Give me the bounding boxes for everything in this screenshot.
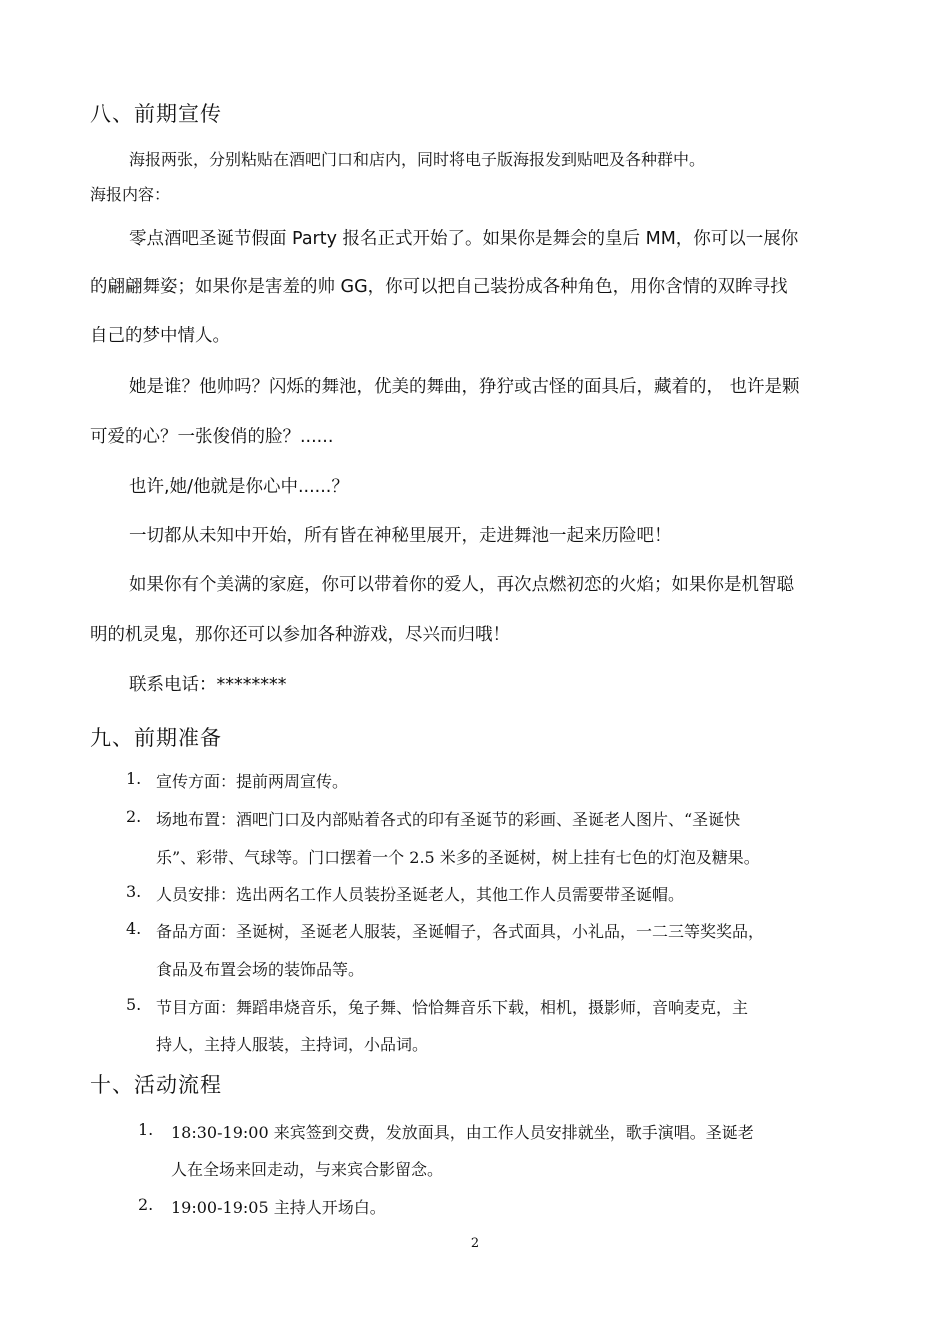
poster-label: 海报内容： xyxy=(90,185,171,204)
poster-line: 一切都从未知中开始，所有皆在神秘里展开，走进舞池一起来历险吧！ xyxy=(129,526,672,546)
poster-line: 的翩翩舞姿；如果你是害羞的帅 GG，你可以把自己装扮成各种角色，用你含情的双眸寻找 xyxy=(90,277,788,297)
poster-line: 零点酒吧圣诞节假面 Party 报名正式开始了。如果你是舞会的皇后 MM，你可以一展你 xyxy=(129,229,799,249)
list-item-text: 备品方面：圣诞树，圣诞老人服装，圣诞帽子，各式面具，小礼品，一二三等奖奖品， xyxy=(156,922,765,941)
paragraph-intro: 海报两张，分别粘贴在酒吧门口和店内，同时将电子版海报发到贴吧及各种群中。 xyxy=(129,150,706,169)
list-item-text: 人在全场来回走动，与来宾合影留念。 xyxy=(171,1160,444,1179)
list-item-text: 食品及布置会场的装饰品等。 xyxy=(156,960,365,979)
list-item-text: 19:00-19:05 主持人开场白。 xyxy=(171,1198,386,1217)
list-item-text: 人员安排：选出两名工作人员装扮圣诞老人，其他工作人员需要带圣诞帽。 xyxy=(156,885,685,904)
list-item-number: 5. xyxy=(126,995,142,1014)
section-heading-9: 九、前期准备 xyxy=(90,726,222,750)
poster-line: 自己的梦中情人。 xyxy=(90,326,230,346)
contact-phone: 联系电话：******** xyxy=(129,675,287,695)
poster-line: 可爱的心？一张俊俏的脸？...... xyxy=(90,427,334,447)
list-item-text: 18:30-19:00 来宾签到交费，发放面具，由工作人员安排就坐，歌手演唱。圣诞老 xyxy=(171,1123,754,1142)
list-item-text: 宣传方面：提前两周宣传。 xyxy=(156,772,349,791)
list-item-number: 4. xyxy=(126,919,142,938)
list-item-text: 持人，主持人服装，主持词，小品词。 xyxy=(156,1035,429,1054)
list-item-number: 2. xyxy=(126,807,142,826)
list-item-number: 1. xyxy=(138,1120,154,1139)
list-item-text: 场地布置：酒吧门口及内部贴着各式的印有圣诞节的彩画、圣诞老人图片、“圣诞快 xyxy=(156,810,741,829)
poster-line: 也许,她/他就是你心中......？ xyxy=(129,477,349,497)
list-item-number: 3. xyxy=(126,882,142,901)
poster-line: 她是谁？他帅吗？闪烁的舞池，优美的舞曲，狰狞或古怪的面具后，藏着的， 也许是颗 xyxy=(129,377,800,397)
section-heading-8: 八、前期宣传 xyxy=(90,102,222,126)
poster-line: 如果你有个美满的家庭，你可以带着你的爱人，再次点燃初恋的火焰；如果你是机智聪 xyxy=(129,575,794,595)
list-item-number: 1. xyxy=(126,769,142,788)
list-item-text: 乐”、彩带、气球等。门口摆着一个 2.5 米多的圣诞树，树上挂有七色的灯泡及糖果。 xyxy=(156,848,760,867)
page-number: 2 xyxy=(470,1236,480,1251)
list-item-number: 2. xyxy=(138,1195,154,1214)
section-heading-10: 十、活动流程 xyxy=(90,1073,222,1097)
list-item-text: 节目方面：舞蹈串烧音乐，兔子舞、恰恰舞音乐下载，相机，摄影师，音响麦克，主 xyxy=(156,998,749,1017)
poster-line: 明的机灵鬼，那你还可以参加各种游戏，尽兴而归哦！ xyxy=(90,625,510,645)
